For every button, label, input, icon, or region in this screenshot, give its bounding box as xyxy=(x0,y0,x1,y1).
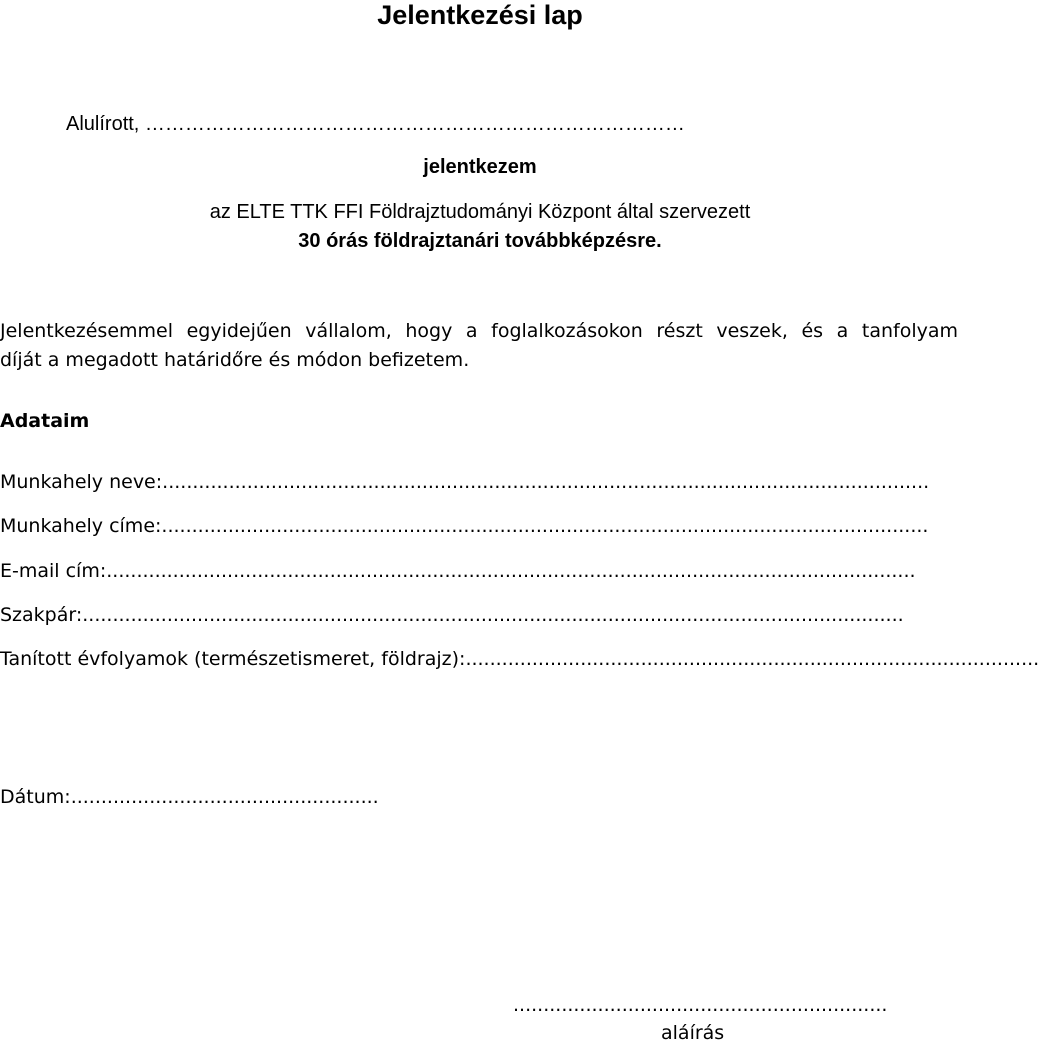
date-line xyxy=(0,785,379,809)
field-label: Munkahely címe: xyxy=(0,515,162,537)
date-dots: ................................................... xyxy=(70,786,379,808)
field-email xyxy=(0,559,952,583)
organizer-line: az ELTE TTK FFI Földrajztudományi Központ által szervezett xyxy=(209,201,751,223)
field-label: E-mail cím: xyxy=(0,560,107,582)
field-dots: ............................................................................................... xyxy=(465,648,1039,670)
apply-word: jelentkezem xyxy=(423,156,537,178)
field-dots: ............................................................................................................................... xyxy=(162,471,930,493)
field-label: Tanított évfolyamok (természetismeret, földrajz): xyxy=(0,648,466,670)
undersigned-line: Alulírott, ……………………………………………………………………… xyxy=(66,113,685,135)
data-heading: Adataim xyxy=(0,410,90,432)
field-taught-grades xyxy=(0,647,1039,671)
course-line: 30 órás földrajztanári továbbképzésre. xyxy=(298,230,662,252)
signature-dots: .............................................................. xyxy=(513,994,888,1016)
commitment-line-2: díját a megadott határidőre és módon befizetem. xyxy=(0,349,470,371)
field-workplace-name xyxy=(0,470,952,494)
field-workplace-address xyxy=(0,514,952,538)
date-label: Dátum: xyxy=(0,786,71,808)
field-dots: ...................................................................................................................................... xyxy=(106,560,916,582)
field-dots: ........................................................................................................................................ xyxy=(82,604,904,626)
field-dots: ............................................................................................................................... xyxy=(161,515,929,537)
field-label: Munkahely neve: xyxy=(0,471,163,493)
signature-label: aláírás xyxy=(661,1022,725,1044)
commitment-line-1: Jelentkezésemmel egyidejűen vállalom, hogy a foglalkozásokon részt veszek, és a tanfolyam xyxy=(0,320,958,342)
page-title: Jelentkezési lap xyxy=(377,0,583,30)
field-subject-pair xyxy=(0,603,952,627)
field-label: Szakpár: xyxy=(0,604,83,626)
